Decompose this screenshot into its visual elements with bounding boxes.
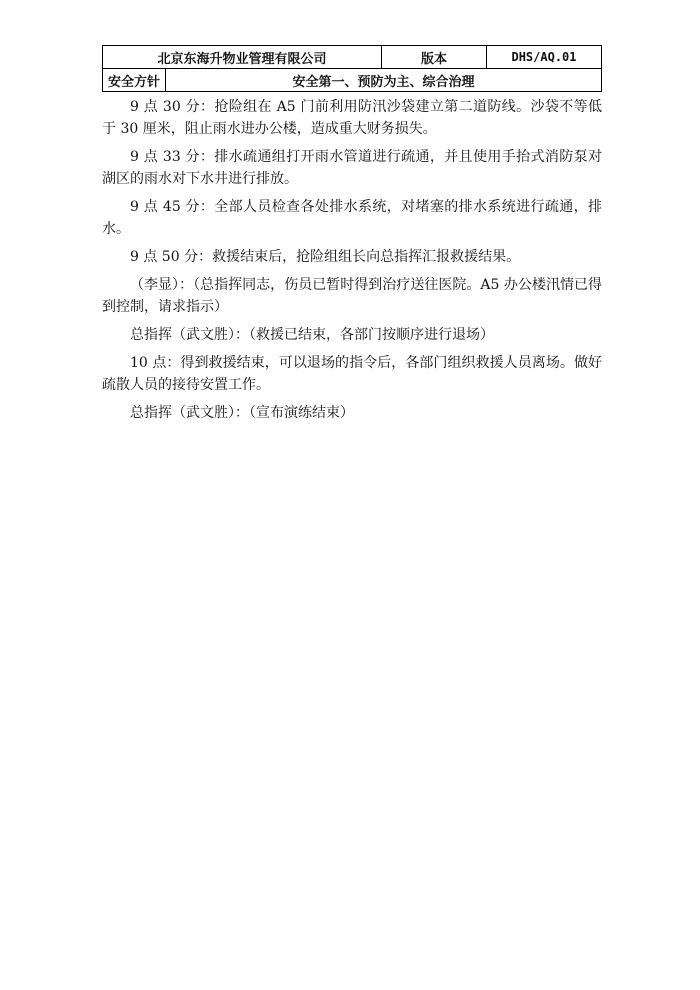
- company-name: 北京东海升物业管理有限公司: [103, 46, 382, 69]
- policy-text: 安全第一、预防为主、综合治理: [166, 69, 602, 92]
- paragraph: 9 点 30 分：抢险组在 A5 门前利用防汛沙袋建立第二道防线。沙袋不等低于 30 厘米，阻止雨水进办公楼，造成重大财务损失。: [102, 99, 602, 137]
- paragraph: 总指挥（武文胜）：（救援已结束，各部门按顺序进行退场）: [130, 327, 494, 343]
- paragraph: （李显）：（总指挥同志，伤员已暂时得到治疗送往医院。A5 办公楼汛情已得到控制，请求指示）: [102, 277, 602, 315]
- paragraph: 9 点 45 分：全部人员检查各处排水系统，对堵塞的排水系统进行疏通，排水。: [102, 199, 602, 237]
- document-code: DHS/AQ.01: [487, 46, 602, 69]
- document-body: [102, 96, 602, 430]
- header-row-policy: [103, 69, 602, 92]
- paragraph: 9 点 33 分：排水疏通组打开雨水管道进行疏通，并且使用手抬式消防泵对湖区的雨水对下水井进行排放。: [102, 149, 602, 187]
- document-header-table: [102, 45, 602, 92]
- version-label: 版本: [382, 46, 487, 69]
- paragraph: 总指挥（武文胜）：（宣布演练结束）: [130, 405, 354, 421]
- policy-label: 安全方针: [103, 69, 166, 92]
- paragraph: 10 点：得到救援结束，可以退场的指令后，各部门组织救援人员离场。做好疏散人员的接待安置工作。: [102, 355, 602, 393]
- header-row-company: [103, 46, 602, 69]
- paragraph: 9 点 50 分：救援结束后，抢险组组长向总指挥汇报救援结果。: [130, 249, 521, 265]
